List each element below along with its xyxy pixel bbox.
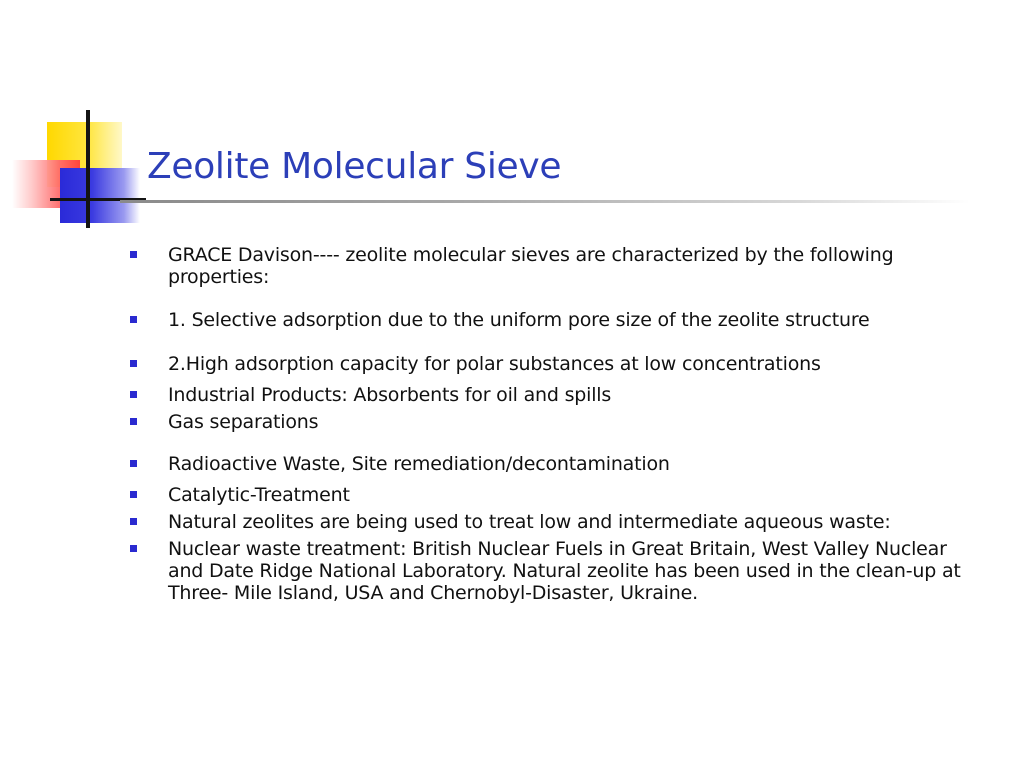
bullet-item [130,309,980,331]
bullet-list [130,244,980,604]
blue-square-shape [60,168,140,223]
bullet-item [130,353,980,375]
bullet-item [130,384,980,406]
bullet-text: Catalytic-Treatment [168,484,350,506]
slide-title: Zeolite Molecular Sieve [147,146,562,187]
bullet-marker-icon [130,545,137,552]
bullet-text: Natural zeolites are being used to treat low and intermediate aqueous waste: [168,511,891,533]
bullet-marker-icon [130,360,137,367]
decorative-logo [0,0,160,240]
bullet-marker-icon [130,391,137,398]
bullet-text: Radioactive Waste, Site remediation/decontamination [168,453,670,475]
bullet-marker-icon [130,251,137,258]
bullet-item [130,484,980,506]
bullet-marker-icon [130,491,137,498]
vertical-line-shape [86,110,90,228]
bullet-item [130,411,980,433]
bullet-text: Nuclear waste treatment: British Nuclear Fuels in Great Britain, West Valley Nuclear and Date Ridge National Laboratory. Natural zeolite has been used in the clean-up at Three- Mile Island, USA and Chernobyl-Disaster, Ukraine. [168,538,961,604]
bullet-item [130,453,980,475]
bullet-text: GRACE Davison---- zeolite molecular sieves are characterized by the following properties: [168,244,894,288]
bullet-text: Industrial Products: Absorbents for oil and spills [168,384,612,406]
bullet-text: Gas separations [168,411,319,433]
bullet-item [130,511,980,533]
bullet-item [130,538,980,604]
bullet-text: 1. Selective adsorption due to the uniform pore size of the zeolite structure [168,309,870,331]
bullet-marker-icon [130,518,137,525]
bullet-marker-icon [130,460,137,467]
bullet-item [130,244,980,288]
bullet-marker-icon [130,418,137,425]
bullet-text: 2.High adsorption capacity for polar substances at low concentrations [168,353,821,375]
title-underline [120,200,970,203]
bullet-marker-icon [130,316,137,323]
